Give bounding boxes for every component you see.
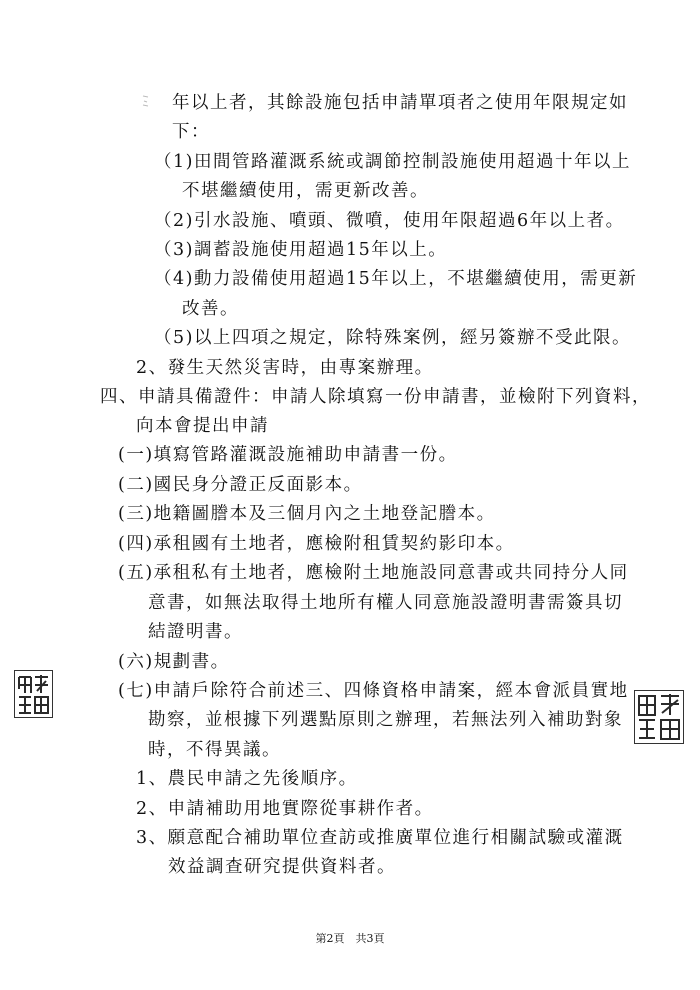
text-line-17: (五)承租私有土地者，應檢附土地施設同意書或共同持分人同: [118, 563, 629, 583]
text-line-26: 3、願意配合補助單位查訪或推廣單位進行相關試驗或灌溉: [136, 828, 624, 848]
page-footer: 第2頁 共3頁: [315, 932, 385, 945]
left-seal-icon: [14, 670, 53, 718]
text-line-7: （4)動力設備使用超過15年以上，不堪繼續使用，需更新: [154, 269, 638, 289]
text-line-15: (三)地籍圖謄本及三個月內之土地登記謄本。: [118, 504, 496, 524]
text-line-8: 改善。: [182, 299, 239, 319]
text-line-21: (七)申請戶除符合前述三、四條資格申請案，經本會派員實地: [118, 681, 629, 701]
text-line-20: (六)規劃書。: [118, 652, 230, 672]
text-line-14: (二)國民身分證正反面影本。: [118, 475, 363, 495]
text-line-1: 年以上者，其餘設施包括申請單項者之使用年限規定如: [172, 93, 628, 113]
text-line-27: 效益調查研究提供資料者。: [168, 857, 396, 877]
text-line-9: （5)以上四項之規定，除特殊案例，經另簽辦不受此限。: [154, 328, 631, 348]
text-line-3: （1)田間管路灌溉系統或調節控制設施使用超過十年以上: [154, 152, 631, 172]
text-line-22: 勘察，並根據下列選點原則之辦理，若無法列入補助對象: [148, 710, 623, 730]
text-line-16: (四)承租國有土地者，應檢附租賃契約影印本。: [118, 534, 515, 554]
text-line-4: 不堪繼續使用，需更新改善。: [182, 181, 429, 201]
right-seal-icon: [634, 690, 684, 744]
text-line-13: (一)填寫管路灌溉設施補助申請書一份。: [118, 445, 458, 465]
text-line-12: 向本會提出申請: [136, 416, 269, 436]
text-line-24: 1、農民申請之先後順序。: [136, 769, 358, 789]
text-line-2: 下：: [172, 122, 210, 142]
text-line-25: 2、申請補助用地實際從事耕作者。: [136, 799, 434, 819]
scan-speck: [142, 93, 150, 107]
section-heading: 四、申請具備證件：申請人除填寫一份申請書，並檢附下列資料，: [100, 387, 651, 407]
text-line-5: （2)引水設施、噴頭、微噴，使用年限超過6年以上者。: [154, 211, 625, 231]
text-line-10: 2、發生天然災害時，由專案辦理。: [136, 358, 434, 378]
text-line-18: 意書，如無法取得土地所有權人同意施設證明書需簽具切: [148, 593, 623, 613]
text-line-19: 結證明書。: [148, 622, 243, 642]
text-line-23: 時，不得異議。: [148, 740, 281, 760]
text-line-6: （3)調蓄設施使用超過15年以上。: [154, 240, 448, 260]
